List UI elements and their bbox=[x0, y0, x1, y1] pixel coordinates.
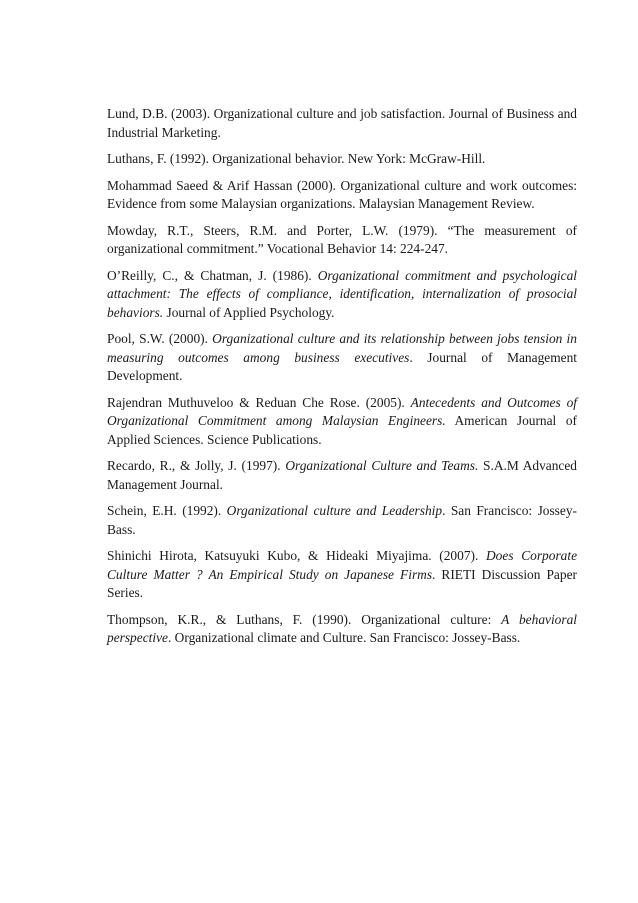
reference-text: Recardo, R., & Jolly, J. (1997). bbox=[107, 458, 286, 473]
reference-source: American Journal of Applied Sciences. Science Publications. bbox=[107, 413, 577, 447]
reference-source: . RIETI Discussion Paper Series. bbox=[107, 566, 577, 600]
reference-entry bbox=[107, 330, 577, 386]
reference-source: . Organizational climate and Culture. San Francisco: Jossey-Bass. bbox=[167, 630, 521, 645]
reference-text: Thompson, K.R., & Luthans, F. (1990). Organizational culture: bbox=[107, 611, 502, 627]
reference-text: Shinichi Hirota, Katsuyuki Kubo, & Hideaki Miyajima. (2007). bbox=[107, 548, 487, 563]
reference-title: Does Corporate Culture Matter ? An Empirical Study on Japanese Firms bbox=[107, 548, 578, 582]
reference-entry bbox=[107, 502, 577, 539]
reference-entry bbox=[107, 222, 577, 259]
reference-title: Organizational Culture and Teams. bbox=[285, 458, 479, 473]
reference-title: A behavioral perspective bbox=[107, 611, 577, 645]
reference-title: Organizational commitment and psychological attachment: The effects of compliance, identification, internalization of prosocial behaviors. bbox=[107, 267, 578, 320]
reference-text: Rajendran Muthuveloo & Reduan Che Rose. (2005). bbox=[107, 394, 411, 410]
reference-entry bbox=[107, 611, 577, 648]
reference-text: Pool, S.W. (2000). bbox=[107, 331, 213, 346]
reference-source: Journal of Applied Psychology. bbox=[163, 304, 335, 320]
reference-title: Organizational culture and its relationship between jobs tension in measuring outcomes among business executives bbox=[107, 331, 577, 365]
reference-text: Mowday, R.T., Steers, R.M. and Porter, L.W. (1979). “The measurement of organizational commitment.” Vocational Behavior 14: 224-247. bbox=[107, 222, 577, 256]
reference-title: Organizational culture and Leadership bbox=[226, 503, 443, 518]
reference-entry bbox=[107, 394, 577, 450]
reference-title: Antecedents and Outcomes of Organizational Commitment among Malaysian Engineers. bbox=[107, 394, 577, 428]
reference-source: S.A.M Advanced Management Journal. bbox=[107, 458, 577, 492]
reference-entry bbox=[107, 177, 577, 214]
reference-entry bbox=[107, 105, 577, 142]
reference-text: Luthans, F. (1992). Organizational behavior. New York: McGraw-Hill. bbox=[107, 151, 486, 166]
reference-source: . Journal of Management Development. bbox=[107, 349, 577, 383]
reference-text: Mohammad Saeed & Arif Hassan (2000). Organizational culture and work outcomes: Evidence from some Malaysian organizations. Malaysian Management Review. bbox=[107, 177, 577, 211]
reference-entry bbox=[107, 150, 577, 169]
reference-list bbox=[107, 105, 577, 656]
reference-entry bbox=[107, 267, 577, 323]
reference-source: . San Francisco: Jossey-Bass. bbox=[107, 503, 577, 537]
reference-entry bbox=[107, 547, 577, 603]
reference-text: O’Reilly, C., & Chatman, J. (1986). bbox=[107, 267, 318, 283]
reference-text: Lund, D.B. (2003). Organizational culture and job satisfaction. Journal of Business and Industrial Marketing. bbox=[107, 106, 577, 140]
reference-text: Schein, E.H. (1992). bbox=[107, 503, 227, 518]
reference-entry bbox=[107, 457, 577, 494]
